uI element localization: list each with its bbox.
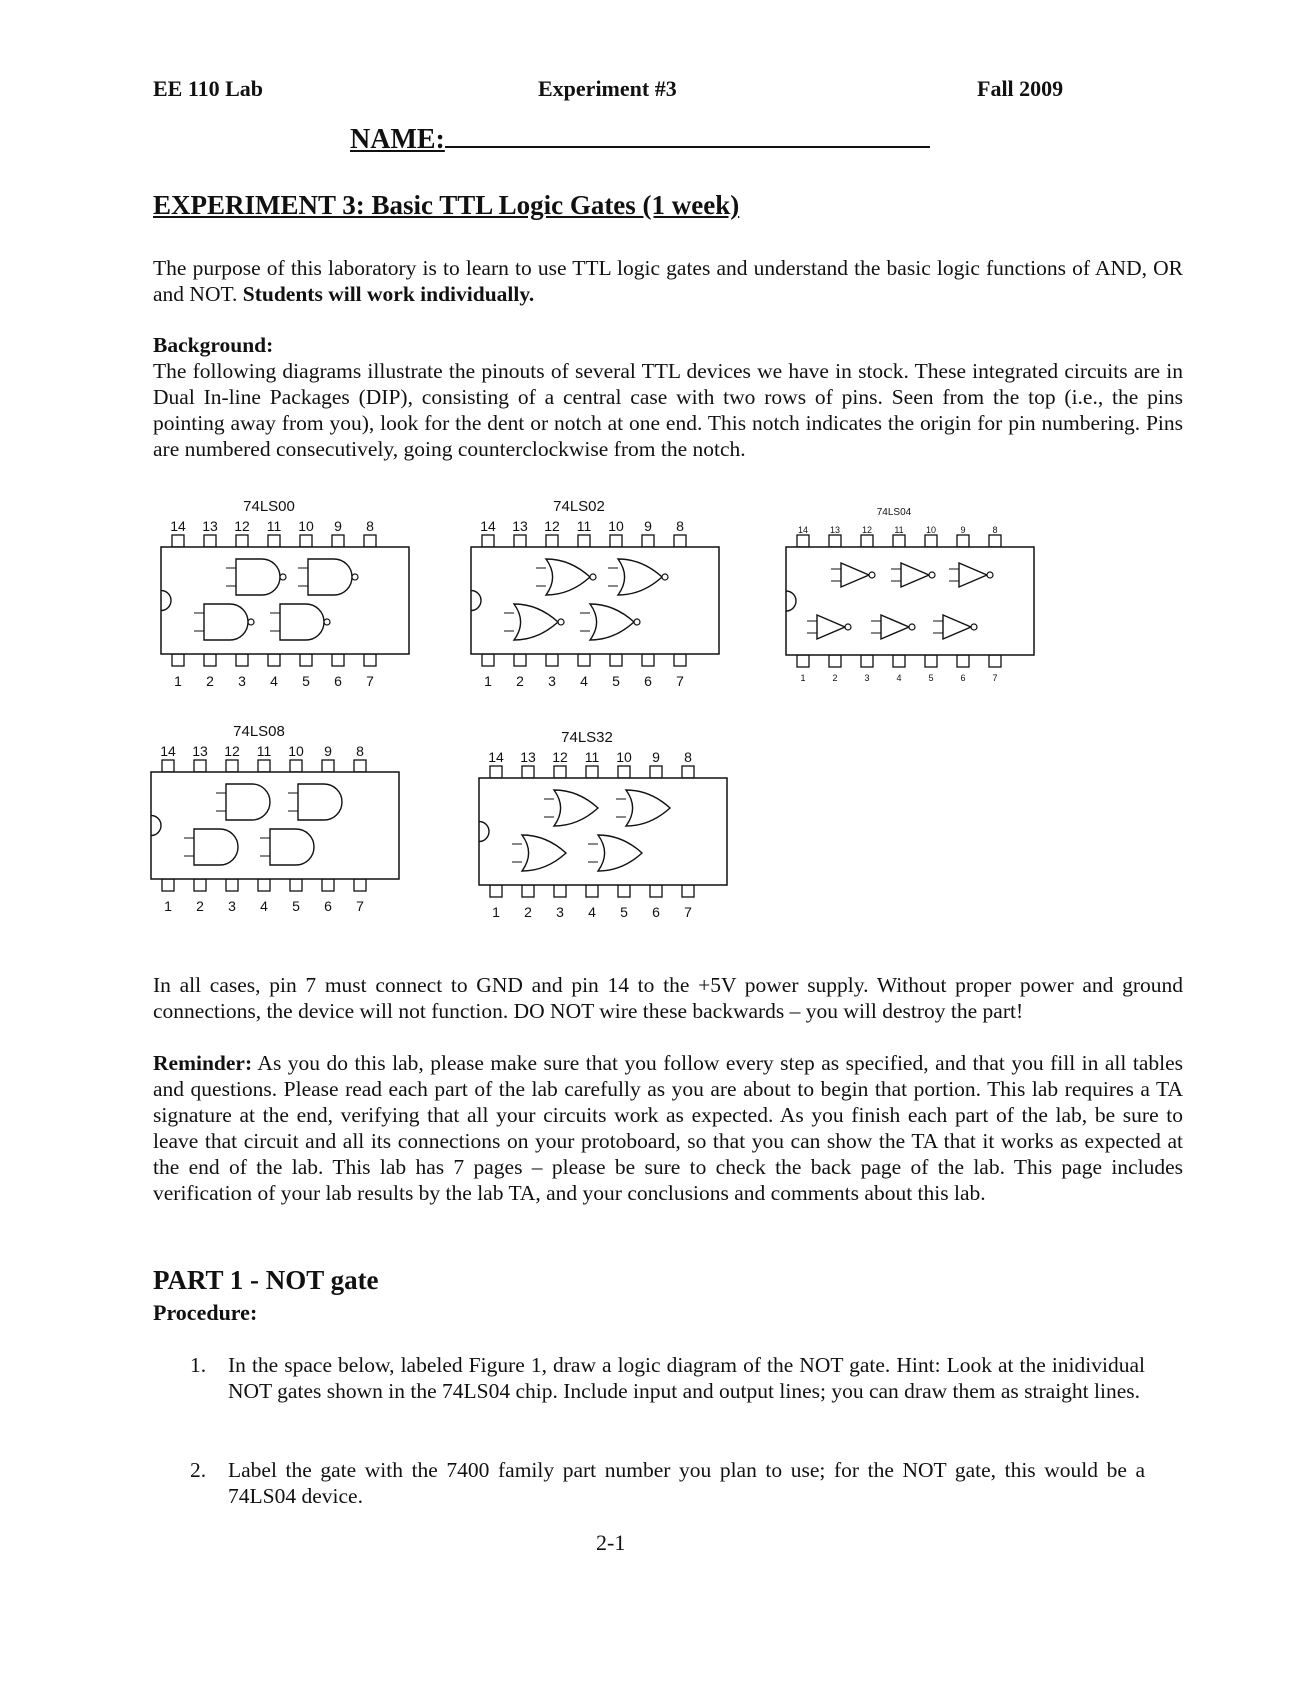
pin	[226, 879, 238, 891]
pin	[236, 535, 248, 547]
bottom-pin-number: 3	[556, 904, 564, 920]
experiment-title: EXPERIMENT 3: Basic TTL Logic Gates (1 week)	[153, 190, 740, 220]
pin	[194, 760, 206, 772]
top-pin-number: 9	[652, 749, 660, 765]
top-pin-number: 12	[224, 743, 240, 759]
top-pin-number: 8	[684, 749, 692, 765]
top-pin-number: 9	[644, 518, 652, 534]
chip-part-label: 74LS00	[243, 498, 295, 515]
background-heading: Background:	[153, 333, 274, 357]
top-pin-number: 12	[552, 749, 568, 765]
pin	[618, 766, 630, 778]
chip-part-label: 74LS32	[561, 729, 613, 746]
pin	[354, 760, 366, 772]
name-label: NAME:	[350, 124, 445, 155]
pin	[300, 535, 312, 547]
pin	[578, 535, 590, 547]
pin	[172, 654, 184, 666]
pin	[682, 766, 694, 778]
inversion-bubble	[869, 572, 875, 578]
top-pin-number: 9	[960, 525, 966, 535]
top-pin-number: 8	[676, 518, 684, 534]
top-pin-number: 13	[512, 518, 528, 534]
pin	[642, 535, 654, 547]
bottom-pin-number: 6	[334, 673, 342, 689]
pin	[674, 654, 686, 666]
pin	[204, 654, 216, 666]
pin	[893, 535, 905, 547]
pin	[829, 655, 841, 667]
pin	[522, 766, 534, 778]
pin	[226, 760, 238, 772]
pin	[674, 535, 686, 547]
inversion-bubble	[324, 619, 330, 625]
inversion-bubble	[845, 624, 851, 630]
top-pin-number: 10	[288, 743, 304, 759]
bottom-pin-number: 2	[524, 904, 532, 920]
pin	[546, 535, 558, 547]
bottom-pin-number: 4	[270, 673, 278, 689]
dip-package-svg	[785, 505, 1043, 710]
top-pin-number: 14	[160, 743, 176, 759]
pin	[650, 766, 662, 778]
logic-gate-symbol	[204, 604, 248, 640]
procedure-heading: Procedure:	[153, 1300, 258, 1325]
pin	[514, 654, 526, 666]
top-pin-number: 10	[616, 749, 632, 765]
bottom-pin-number: 6	[324, 898, 332, 914]
pin	[490, 885, 502, 897]
procedure-item-2	[190, 1457, 1145, 1509]
pin	[546, 654, 558, 666]
pin	[522, 885, 534, 897]
reminder-paragraph	[153, 1050, 1183, 1206]
top-pin-number: 11	[584, 749, 600, 765]
pin	[482, 535, 494, 547]
top-pin-number: 8	[992, 525, 998, 535]
background-section	[153, 332, 1183, 462]
pin	[861, 655, 873, 667]
name-blank-line	[445, 122, 930, 148]
bottom-pin-number: 6	[960, 673, 966, 683]
bottom-pin-number: 5	[292, 898, 300, 914]
bottom-pin-number: 1	[484, 673, 492, 689]
bottom-pin-number: 6	[644, 673, 652, 689]
item-number: 2.	[190, 1458, 207, 1482]
dip-package-svg	[160, 497, 418, 712]
pin	[610, 535, 622, 547]
top-pin-number: 14	[797, 525, 809, 535]
top-pin-number: 12	[544, 518, 560, 534]
bottom-pin-number: 4	[896, 673, 902, 683]
inversion-bubble	[909, 624, 915, 630]
pin	[618, 885, 630, 897]
pin	[204, 535, 216, 547]
inversion-bubble	[248, 619, 254, 625]
logic-gate-symbol	[298, 784, 342, 820]
top-pin-number: 12	[861, 525, 873, 535]
logic-gate-symbol	[270, 829, 314, 865]
pin	[162, 760, 174, 772]
bottom-pin-number: 2	[516, 673, 524, 689]
pin	[957, 535, 969, 547]
top-pin-number: 14	[170, 518, 186, 534]
top-pin-number: 11	[576, 518, 592, 534]
bottom-pin-number: 4	[580, 673, 588, 689]
pin	[893, 655, 905, 667]
part1-title: PART 1 - NOT gate	[153, 1265, 379, 1295]
pin	[490, 766, 502, 778]
bottom-pin-number: 3	[548, 673, 556, 689]
pin	[482, 654, 494, 666]
bottom-pin-number: 5	[620, 904, 628, 920]
pin	[514, 535, 526, 547]
inversion-bubble	[352, 574, 358, 580]
dip-package-svg	[150, 722, 408, 937]
top-pin-number: 11	[256, 743, 272, 759]
pin	[797, 655, 809, 667]
inversion-bubble	[590, 574, 596, 580]
bottom-pin-number: 7	[992, 673, 998, 683]
inversion-bubble	[634, 619, 640, 625]
top-pin-number: 13	[520, 749, 536, 765]
top-pin-number: 13	[202, 518, 218, 534]
pin	[332, 654, 344, 666]
pin	[861, 535, 873, 547]
power-note: In all cases, pin 7 must connect to GND and pin 14 to the +5V power supply. Without proper power and ground connections, the device will not function. DO NOT wire these backwards – you will destroy the part!	[153, 973, 1183, 1023]
bottom-pin-number: 5	[612, 673, 620, 689]
chip-part-label: 74LS02	[553, 498, 605, 515]
bottom-pin-number: 2	[206, 673, 214, 689]
pin	[925, 535, 937, 547]
logic-gate-symbol	[308, 559, 352, 595]
chip-diagram-74ls04	[785, 505, 1043, 710]
bottom-pin-number: 5	[302, 673, 310, 689]
bottom-pin-number: 4	[260, 898, 268, 914]
chip-diagram-74ls02	[470, 497, 728, 712]
header-course: EE 110 Lab	[153, 76, 264, 101]
chip-part-label: 74LS08	[233, 723, 285, 740]
pin	[258, 760, 270, 772]
reminder-text: As you do this lab, please make sure that you follow every step as specified, and that you fill in all tables and questions. Please read each part of the lab carefully as you are about to begin that portion. This lab requires a TA signature at the end, verifying that all your circuits work as expected. As you finish each part of the lab, be sure to leave that circuit and all its connections on your protoboard, so that you can show the TA that it works as expected at the end of the lab. This lab has 7 pages – please be sure to check the back page of the lab. This page includes verification of your lab results by the lab TA, and your conclusions and comments about this lab.	[153, 1051, 1183, 1205]
bottom-pin-number: 5	[928, 673, 934, 683]
top-pin-number: 14	[480, 518, 496, 534]
item-number: 1.	[190, 1353, 207, 1377]
logic-gate-symbol	[236, 559, 280, 595]
top-pin-number: 11	[894, 525, 904, 535]
pin	[364, 535, 376, 547]
pin	[586, 766, 598, 778]
top-pin-number: 13	[829, 525, 841, 535]
inversion-bubble	[987, 572, 993, 578]
page-number: 2-1	[596, 1530, 626, 1555]
header-term: Fall 2009	[977, 76, 1064, 101]
bottom-pin-number: 3	[228, 898, 236, 914]
chip-diagram-74ls00	[160, 497, 418, 712]
bottom-pin-number: 3	[864, 673, 870, 683]
bottom-pin-number: 1	[164, 898, 172, 914]
bottom-pin-number: 2	[196, 898, 204, 914]
chip-diagram-74ls08	[150, 722, 408, 937]
dip-package-svg	[470, 497, 728, 712]
pin	[162, 879, 174, 891]
bottom-pin-number: 7	[366, 673, 374, 689]
bottom-pin-number: 1	[800, 673, 806, 683]
bottom-pin-number: 1	[174, 673, 182, 689]
inversion-bubble	[662, 574, 668, 580]
procedure-item-1	[190, 1352, 1145, 1404]
pin	[268, 654, 280, 666]
pin	[642, 654, 654, 666]
reminder-label: Reminder:	[153, 1051, 253, 1075]
item-text: Label the gate with the 7400 family part number you plan to use; for the NOT gate, this would be a 74LS04 device.	[228, 1458, 1145, 1508]
pin	[989, 655, 1001, 667]
pin	[650, 885, 662, 897]
bottom-pin-number: 3	[238, 673, 246, 689]
pin	[354, 879, 366, 891]
pin	[957, 655, 969, 667]
pin	[554, 885, 566, 897]
pin	[172, 535, 184, 547]
bottom-pin-number: 7	[684, 904, 692, 920]
inversion-bubble	[971, 624, 977, 630]
pin	[290, 760, 302, 772]
top-pin-number: 8	[366, 518, 374, 534]
top-pin-number: 10	[925, 525, 937, 535]
pin	[610, 654, 622, 666]
pin	[258, 879, 270, 891]
pin	[364, 654, 376, 666]
pin	[300, 654, 312, 666]
logic-gate-symbol	[226, 784, 270, 820]
intro-text: The purpose of this laboratory is to learn to use TTL logic gates and understand the basic logic functions of AND, OR and NOT.	[153, 256, 1183, 306]
pin	[586, 885, 598, 897]
bottom-pin-number: 7	[356, 898, 364, 914]
bottom-pin-number: 6	[652, 904, 660, 920]
top-pin-number: 13	[192, 743, 208, 759]
pin	[578, 654, 590, 666]
dip-package-svg	[478, 728, 736, 943]
pin	[322, 879, 334, 891]
bottom-pin-number: 1	[492, 904, 500, 920]
pin	[829, 535, 841, 547]
top-pin-number: 10	[298, 518, 314, 534]
inversion-bubble	[280, 574, 286, 580]
intro-paragraph	[153, 255, 1183, 307]
inversion-bubble	[558, 619, 564, 625]
header-experiment: Experiment #3	[538, 76, 677, 101]
pin	[797, 535, 809, 547]
pin	[989, 535, 1001, 547]
pin	[682, 885, 694, 897]
top-pin-number: 12	[234, 518, 250, 534]
bottom-pin-number: 7	[676, 673, 684, 689]
top-pin-number: 14	[488, 749, 504, 765]
pin	[194, 879, 206, 891]
pin	[322, 760, 334, 772]
pin	[332, 535, 344, 547]
logic-gate-symbol	[280, 604, 324, 640]
chip-diagram-74ls32	[478, 728, 736, 943]
bottom-pin-number: 2	[832, 673, 838, 683]
chip-part-label: 74LS04	[876, 507, 912, 518]
top-pin-number: 10	[608, 518, 624, 534]
pin	[925, 655, 937, 667]
pin	[554, 766, 566, 778]
background-text: The following diagrams illustrate the pinouts of several TTL devices we have in stock. These integrated circuits are in Dual In-line Packages (DIP), consisting of a central case with two rows of pins. Seen from the top (i.e., the pins pointing away from you), look for the dent or notch at one end. This notch indicates the origin for pin numbering. Pins are numbered consecutively, going counterclockwise from the notch.	[153, 359, 1183, 461]
top-pin-number: 8	[356, 743, 364, 759]
pin	[290, 879, 302, 891]
top-pin-number: 9	[324, 743, 332, 759]
inversion-bubble	[929, 572, 935, 578]
dip-body	[786, 547, 1034, 655]
logic-gate-symbol	[194, 829, 238, 865]
item-text: In the space below, labeled Figure 1, draw a logic diagram of the NOT gate. Hint: Look at the inidividual NOT gates shown in the 74LS04 chip. Include input and output lines; you can draw them as straight lines.	[228, 1353, 1145, 1403]
top-pin-number: 11	[266, 518, 282, 534]
pin	[236, 654, 248, 666]
top-pin-number: 9	[334, 518, 342, 534]
intro-bold-text: Students will work individually.	[242, 282, 535, 306]
bottom-pin-number: 4	[588, 904, 596, 920]
name-field	[350, 122, 930, 156]
pin	[268, 535, 280, 547]
